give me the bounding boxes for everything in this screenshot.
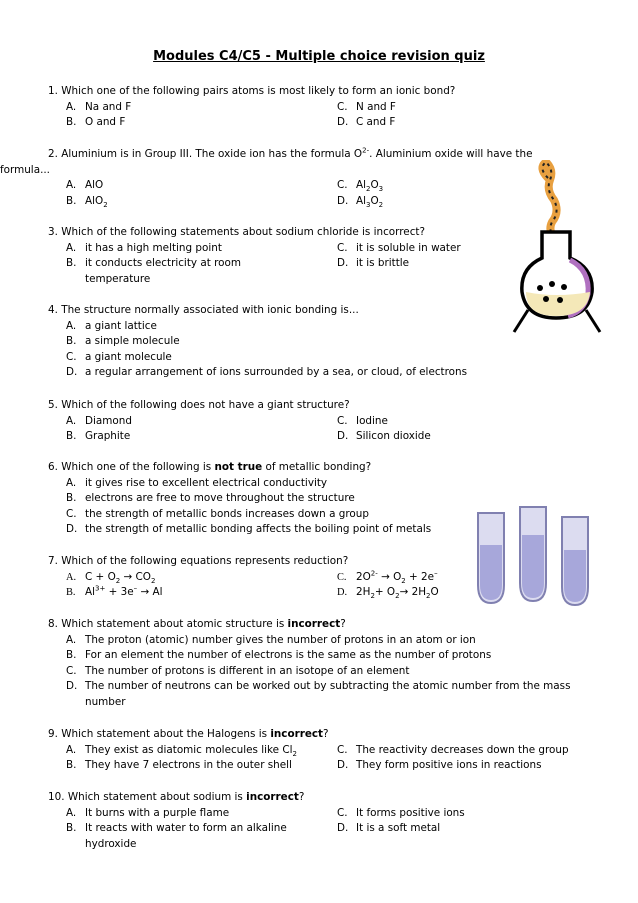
question-text: 1. Which one of the following pairs atoms is most likely to form an ionic bond?	[48, 85, 456, 97]
option-b[interactable]: B. It reacts with water to form an alkaline hydroxide	[66, 822, 287, 850]
question-text: 10. Which statement about sodium is incorrect?	[48, 791, 305, 803]
option-a[interactable]: A. It burns with a purple flame	[66, 806, 230, 819]
option-b[interactable]: B. electrons are free to move throughout the structure	[66, 492, 355, 505]
option-c[interactable]: C. the strength of metallic bonds increases down a group	[66, 507, 369, 520]
option-a[interactable]: A. AlO	[66, 179, 104, 192]
option-c[interactable]: C. It forms positive ions	[337, 806, 465, 819]
question-1	[48, 84, 608, 131]
option-d[interactable]: D. The number of neutrons can be worked out by subtracting the atomic number from the mass number	[66, 680, 571, 708]
option-c[interactable]: C. it is soluble in water	[337, 241, 461, 254]
option-c[interactable]: C. The reactivity decreases down the group	[337, 743, 569, 756]
option-b[interactable]: B. Graphite	[66, 430, 131, 443]
option-a[interactable]: A. $C + O_2 \to CO_2$	[66, 570, 156, 585]
question-text: 7. Which of the following equations represents reduction?	[48, 555, 349, 567]
option-b[interactable]: B. a simple molecule	[66, 335, 180, 348]
option-c[interactable]: C. N and F	[337, 100, 396, 113]
option-c[interactable]: C. Iodine	[337, 414, 388, 427]
question-10	[48, 790, 608, 852]
flask-illustration	[508, 160, 608, 335]
option-c[interactable]: C. $2O^{2-} \to O_2 + 2e^-$	[337, 569, 438, 585]
option-d[interactable]: D. the strength of metallic bonding affects the boiling point of metals	[66, 523, 432, 536]
option-a[interactable]: A. The proton (atomic) number gives the number of protons in an atom or ion	[66, 633, 476, 646]
option-b[interactable]: B. AlO$_2$	[66, 194, 108, 209]
option-c[interactable]: C. a giant molecule	[66, 350, 172, 363]
test-tube-icon	[520, 507, 546, 601]
option-d[interactable]: D. It is a soft metal	[337, 822, 441, 835]
page-title: Modules C4/C5 - Multiple choice revision quiz	[153, 49, 485, 64]
option-d[interactable]: D. C and F	[337, 116, 396, 129]
question-2: 2. Aluminium is in Group III. The oxide ion has the formula $O^{2-}$. Aluminium oxide will have the formula... A. AlO C. $Al_2O_3$ B. AlO$_2$ D. $Al_3O_2$	[48, 147, 608, 209]
option-b[interactable]: B. it conducts electricity at room temperature	[66, 257, 241, 285]
option-a[interactable]: A. Na and F	[66, 100, 132, 113]
question-text: 5. Which of the following does not have a giant structure?	[48, 399, 350, 411]
option-b[interactable]: B. $Al^{3+} + 3e^- \to Al$	[66, 584, 163, 599]
option-d[interactable]: D. Silicon dioxide	[337, 430, 431, 443]
question-text: 3. Which of the following statements about sodium chloride is incorrect?	[48, 226, 425, 238]
question-8	[48, 617, 608, 711]
option-d[interactable]: D. $2H_2+ O_2\to 2H_2O$	[337, 586, 439, 601]
option-a[interactable]: A. it has a high melting point	[66, 241, 222, 254]
flame-icon	[542, 162, 556, 238]
option-b[interactable]: B. They have 7 electrons in the outer shell	[66, 759, 292, 772]
option-a[interactable]: A. Diamond	[66, 414, 132, 427]
option-b[interactable]: B. O and F	[66, 116, 126, 129]
question-text: 2. Aluminium is in Group III. The oxide ion has the formula $O^{2-}$. Aluminium oxide will have the	[48, 146, 533, 160]
option-b[interactable]: B. For an element the number of electrons is the same as the number of protons	[66, 649, 492, 662]
question-5	[48, 398, 608, 445]
option-c[interactable]: C. $Al_2O_3$	[337, 179, 384, 194]
option-d[interactable]: D. They form positive ions in reactions	[337, 759, 542, 772]
option-c[interactable]: C. The number of protons is different in an isotope of an element	[66, 664, 410, 677]
question-9	[48, 727, 608, 774]
option-d[interactable]: D. a regular arrangement of ions surrounded by a sea, or cloud, of electrons	[66, 366, 468, 379]
option-d[interactable]: D. it is brittle	[337, 257, 410, 270]
question-text: 6. Which one of the following is not true of metallic bonding?	[48, 461, 372, 473]
option-a[interactable]: A. a giant lattice	[66, 319, 157, 332]
test-tubes-illustration	[468, 505, 608, 610]
option-d[interactable]: D. $Al_3O_2$	[337, 194, 384, 209]
option-a[interactable]: A. it gives rise to excellent electrical conductivity	[66, 476, 328, 489]
test-tube-icon	[478, 513, 504, 603]
question-text: 8. Which statement about atomic structure is incorrect?	[48, 618, 346, 630]
option-a[interactable]: A. They exist as diatomic molecules like $Cl_2$	[66, 743, 297, 758]
question-text: 9. Which statement about the Halogens is incorrect?	[48, 728, 329, 740]
question-text: 4. The structure normally associated with ionic bonding is...	[48, 304, 359, 316]
test-tube-icon	[562, 517, 588, 605]
